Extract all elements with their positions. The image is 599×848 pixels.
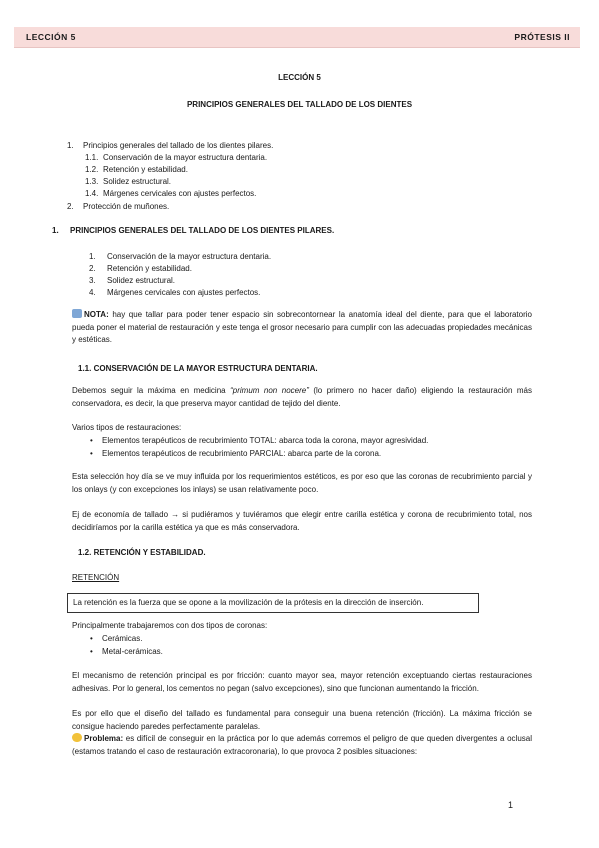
running-header [14,27,580,48]
paragraph: El mecanismo de retención principal es por fricción: cuanto mayor sea, mayor retención exceptuando ciertas restauraciones adhesivas. Por lo general, los cementos no pegan (salvo excepciones), sino que funcionan aumentando la fricción. [72,671,532,693]
bullet-item: • Metal-cerámicas. [90,647,163,656]
paragraph: Debemos seguir la máxima en medicina “primum non nocere” (lo primero no hacer daño) eligiendo la restauración más conservadora, es decir, la que preserva mayor cantidad de tejido del diente. [72,386,533,408]
note-icon [72,309,82,318]
list-item: 4. Márgenes cervicales con ajustes perfectos. [89,288,261,297]
list-item: 1. Conservación de la mayor estructura dentaria. [89,252,272,261]
paragraph: Es por ello que el diseño del tallado es fundamental para conseguir una buena retención (fricción). La máxima fricción se consigue haciendo paredes perfectamente paralelas. [72,709,532,731]
header-lesson: LECCIÓN 5 [26,32,76,42]
toc-item: 1.1. Conservación de la mayor estructura dentaria. [85,153,268,162]
note-paragraph: NOTA: hay que tallar para poder tener espacio sin sobrecontornear la anatomía ideal del diente, para que el laboratorio pueda poner el material de restauración y este tenga el grosor necesario para cumplir con las adecuadas propiedades mecánicas y estéticas. [72,310,532,344]
page-subtitle: PRINCIPIOS GENERALES DEL TALLADO DE LOS DIENTES [186,100,413,109]
toc-item: 1.4. Márgenes cervicales con ajustes perfectos. [85,189,257,198]
toc-item: 1. Principios generales del tallado de los dientes pilares. [67,141,274,150]
toc-item: 2. Protección de muñones. [67,202,170,211]
toc-item: 1.2. Retención y estabilidad. [85,165,188,174]
page-title: LECCIÓN 5 [278,73,321,82]
definition-text: La retención es la fuerza que se opone a la movilización de la prótesis en la dirección de inserción. [73,598,424,607]
paragraph: Esta selección hoy día se ve muy influida por los requerimientos estéticos, es por eso que las coronas de recubrimiento parcial y los onlays (y con excepciones los inlays) se usan relativamente poco. [72,472,532,494]
problem-paragraph: Problema: es difícil de conseguir en la práctica por lo que además corremos el peligro de que queden divergentes a oclusal (estamos tratando el caso de restauración extracoronaria), lo que provoca 2 posibles situaciones: [72,734,532,756]
subsection-heading-1-1: 1.1. CONSERVACIÓN DE LA MAYOR ESTRUCTURA DENTARIA. [78,364,318,373]
subsection-heading-1-2: 1.2. RETENCIÓN Y ESTABILIDAD. [78,548,206,557]
definition-box [67,593,479,613]
section-heading: 1. PRINCIPIOS GENERALES DEL TALLADO DE LOS DIENTES PILARES. [52,226,335,235]
toc-item: 1.3. Solidez estructural. [85,177,172,186]
bullet-item: • Elementos terapéuticos de recubrimiento PARCIAL: abarca parte de la corona. [90,449,382,458]
bullet-item: • Cerámicas. [90,634,143,643]
paragraph: Varios tipos de restauraciones: [72,423,182,432]
retention-label: RETENCIÓN [72,573,120,582]
list-item: 3. Solidez estructural. [89,276,176,285]
paragraph: Ej de economía de tallado → si pudiéramos y tuviéramos que elegir entre carilla estética y corona de recubrimiento total, nos decidiríamos por la carilla estética ya que es más conservadora. [72,510,532,532]
paragraph: Principalmente trabajaremos con dos tipos de coronas: [72,621,268,630]
list-item: 2. Retención y estabilidad. [89,264,192,273]
page-number: 1 [508,800,514,810]
bullet-item: • Elementos terapéuticos de recubrimiento TOTAL: abarca toda la corona, mayor agresividad. [90,436,429,445]
header-course: PRÓTESIS II [514,32,570,42]
problem-icon [72,733,82,742]
